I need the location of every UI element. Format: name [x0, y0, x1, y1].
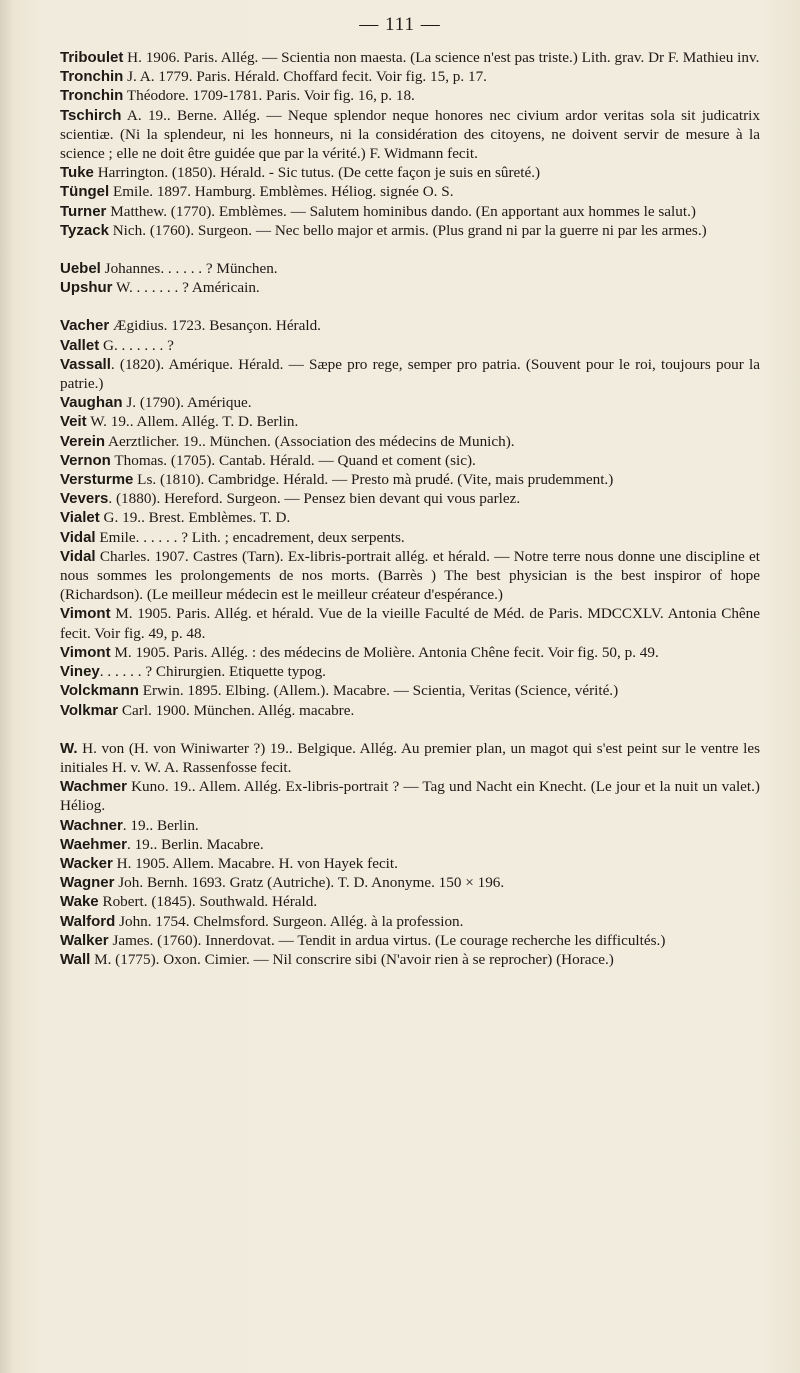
- entry-description: Joh. Bernh. 1693. Gratz (Autriche). T. D. Anonyme. 150 × 196.: [114, 874, 505, 892]
- entry-description: John. 1754. Chelmsford. Surgeon. Allég. à la profession.: [115, 912, 464, 930]
- entry-description: H. von (H. von Winiwarter ?) 19.. Belgique. Allég. Au premier plan, un magot qui s'est peint sur le ventre les initiales H. v. W. A. Rassenfosse fecit.: [60, 739, 760, 776]
- entry-name: Wall: [60, 950, 91, 968]
- entry-description: J. A. 1779. Paris. Hérald. Choffard fecit. Voir fig. 15, p. 17.: [123, 68, 487, 86]
- entry-name: Triboulet: [60, 49, 124, 66]
- entry-name: Viney: [60, 663, 100, 681]
- bookplate-entry: [60, 86, 760, 105]
- entry-description: W. 19.. Allem. Allég. T. D. Berlin.: [86, 413, 299, 431]
- group-separator: [60, 297, 760, 316]
- bookplate-entry: [60, 278, 760, 297]
- entry-name: Vacher: [60, 317, 110, 335]
- entry-description: H. 1906. Paris. Allég. — Scientia non maesta. (La science n'est pas triste.) Lith. grav. Dr F. Mathieu inv.: [123, 49, 760, 66]
- entry-name: Tyzack: [60, 221, 109, 239]
- entry-name: Versturme: [60, 471, 134, 489]
- entry-description: . (1820). Amérique. Hérald. — Sæpe pro rege, semper pro patria. (Souvent pour le roi, toujours pour la patrie.): [60, 355, 760, 393]
- entry-name: Tschirch: [60, 106, 122, 124]
- bookplate-entry: [60, 816, 760, 835]
- entry-name: Walford: [60, 912, 116, 930]
- bookplate-entry: [60, 643, 760, 662]
- bookplate-entry: [60, 182, 760, 201]
- entry-name: Upshur: [60, 279, 113, 297]
- entry-name: Uebel: [60, 260, 101, 278]
- entry-name: Vidal: [60, 547, 96, 565]
- entry-description: J. (1790). Amérique.: [122, 394, 252, 412]
- entry-name: Tronchin: [60, 87, 124, 105]
- entry-description: Aerztlicher. 19.. München. (Association des médecins de Munich).: [105, 432, 515, 450]
- bookplate-entry: [60, 106, 760, 164]
- entry-name: Vidal: [60, 528, 96, 546]
- entry-description: Kuno. 19.. Allem. Allég. Ex-libris-portrait ? — Tag und Nacht ein Knecht. (Le jour et la nuit un valet.) Héliog.: [60, 778, 760, 815]
- entry-name: Tüngel: [60, 183, 110, 201]
- entry-name: Walker: [60, 931, 109, 949]
- entry-description: . . . . . . ? Chirurgien. Etiquette typog.: [99, 663, 326, 681]
- bookplate-entry: [60, 681, 760, 700]
- entry-description: Ægidius. 1723. Besançon. Hérald.: [109, 317, 321, 335]
- entry-description: M. 1905. Paris. Allég. et hérald. Vue de la vieille Faculté de Méd. de Paris. MDCCXLV. Antonia Chêne fecit. Voir fig. 49, p. 48.: [60, 605, 760, 642]
- entry-description: Charles. 1907. Castres (Tarn). Ex-libris-portrait allég. et hérald. — Notre terre nous donne une discipline et nous sommes les prolongements de nos morts. (Barrès ) The best physician is the best inspiror of hope (Richardson). (Le meilleur médecin est le meilleur créateur d'espérance.): [60, 547, 760, 604]
- entry-description: Matthew. (1770). Emblèmes. — Salutem hominibus dando. (En apportant aux hommes le salut.): [106, 202, 696, 220]
- bookplate-entry: [60, 528, 760, 547]
- bookplate-entry: [60, 508, 760, 527]
- entry-description: H. 1905. Allem. Macabre. H. von Hayek fecit.: [112, 854, 398, 872]
- bookplate-entry: [60, 163, 760, 182]
- entry-description: M. (1775). Oxon. Cimier. — Nil conscrire sibi (N'avoir rien à se reprocher) (Horace.): [90, 950, 614, 968]
- entry-description: Carl. 1900. München. Allég. macabre.: [118, 701, 355, 719]
- entry-list: [60, 48, 760, 969]
- group-separator: [60, 720, 760, 739]
- bookplate-entry: [60, 259, 760, 278]
- entry-name: Wacker: [60, 854, 113, 872]
- entry-description: James. (1760). Innerdovat. — Tendit in ardua virtus. (Le courage recherche les difficultés.): [108, 931, 666, 949]
- entry-description: A. 19.. Berne. Allég. — Neque splendor neque honores nec civium ardor veritas sola sit judicatrix scientiæ. (Ni la splendeur, ni les honneurs, ni la considération des citoyens, ne doivent servir de mesure à la science ; elle ne doit être guidée que par la vérité.) F. Widmann fecit.: [60, 106, 760, 163]
- entry-name: Vallet: [60, 336, 100, 354]
- bookplate-entry: [60, 873, 760, 892]
- bookplate-entry: [60, 854, 760, 873]
- bookplate-entry: [60, 777, 760, 815]
- bookplate-entry: [60, 451, 760, 470]
- entry-description: Nich. (1760). Surgeon. — Nec bello major et armis. (Plus grand ni par la guerre ni par les armes.): [108, 221, 707, 239]
- entry-name: W.: [60, 739, 78, 757]
- bookplate-entry: [60, 67, 760, 86]
- bookplate-entry: [60, 547, 760, 605]
- entry-description: G. . . . . . . ?: [99, 336, 174, 354]
- entry-name: Vassall: [60, 355, 111, 373]
- entry-name: Wachmer: [60, 778, 127, 796]
- entry-description: . 19.. Berlin.: [122, 816, 199, 834]
- entry-description: M. 1905. Paris. Allég. : des médecins de Molière. Antonia Chêne fecit. Voir fig. 50, p. 49.: [110, 643, 659, 661]
- bookplate-entry: [60, 316, 760, 335]
- bookplate-entry: [60, 48, 760, 67]
- entry-name: Waehmer: [60, 835, 127, 853]
- entry-name: Vernon: [60, 451, 111, 469]
- bookplate-entry: [60, 470, 760, 489]
- bookplate-entry: [60, 701, 760, 720]
- entry-name: Vialet: [60, 509, 100, 527]
- entry-description: Ls. (1810). Cambridge. Hérald. — Presto mà prudé. (Vite, mais prudemment.): [133, 471, 614, 489]
- entry-description: Robert. (1845). Southwald. Hérald.: [98, 893, 318, 911]
- entry-description: Théodore. 1709-1781. Paris. Voir fig. 16, p. 18.: [123, 87, 415, 105]
- bookplate-entry: [60, 489, 760, 508]
- entry-description: Johannes. . . . . . ? München.: [100, 260, 278, 278]
- bookplate-entry: [60, 912, 760, 931]
- entry-name: Volkmar: [60, 701, 119, 719]
- entry-description: . 19.. Berlin. Macabre.: [126, 835, 264, 853]
- entry-name: Vaughan: [60, 394, 123, 412]
- bookplate-entry: [60, 739, 760, 777]
- entry-name: Vevers: [60, 490, 109, 508]
- page-number: — 111 —: [359, 14, 441, 35]
- entry-description: Emile. . . . . . ? Lith. ; encadrement, deux serpents.: [95, 528, 405, 546]
- entry-name: Wagner: [60, 874, 115, 892]
- bookplate-entry: [60, 662, 760, 681]
- entry-name: Vimont: [60, 605, 111, 623]
- bookplate-entry: [60, 393, 760, 412]
- entry-name: Veit: [60, 413, 87, 431]
- entry-name: Vimont: [60, 643, 111, 661]
- bookplate-entry: [60, 412, 760, 431]
- entry-description: Erwin. 1895. Elbing. (Allem.). Macabre. — Scientia, Veritas (Science, vérité.): [138, 682, 619, 700]
- entry-name: Wachner: [60, 816, 123, 834]
- bookplate-entry: [60, 835, 760, 854]
- entry-name: Turner: [60, 202, 107, 220]
- bookplate-entry: [60, 604, 760, 642]
- entry-name: Tuke: [60, 164, 94, 182]
- entry-description: Thomas. (1705). Cantab. Hérald. — Quand et coment (sic).: [110, 451, 476, 469]
- entry-description: Emile. 1897. Hamburg. Emblèmes. Héliog. signée O. S.: [109, 183, 454, 201]
- group-separator: [60, 240, 760, 259]
- entry-name: Volckmann: [60, 682, 139, 700]
- entry-description: G. 19.. Brest. Emblèmes. T. D.: [99, 509, 291, 527]
- bookplate-entry: [60, 432, 760, 451]
- entry-description: Harrington. (1850). Hérald. - Sic tutus. (De cette façon je suis en sûreté.): [93, 164, 541, 182]
- bookplate-entry: [60, 355, 760, 393]
- bookplate-entry: [60, 221, 760, 240]
- entry-name: Tronchin: [60, 68, 124, 86]
- bookplate-entry: [60, 892, 760, 911]
- bookplate-entry: [60, 950, 760, 969]
- entry-name: Wake: [60, 893, 99, 911]
- bookplate-entry: [60, 336, 760, 355]
- bookplate-entry: [60, 931, 760, 950]
- entry-name: Verein: [60, 432, 106, 450]
- entry-description: W. . . . . . . ? Américain.: [112, 279, 260, 297]
- bookplate-entry: [60, 202, 760, 221]
- entry-description: . (1880). Hereford. Surgeon. — Pensez bien devant qui vous parlez.: [108, 490, 521, 508]
